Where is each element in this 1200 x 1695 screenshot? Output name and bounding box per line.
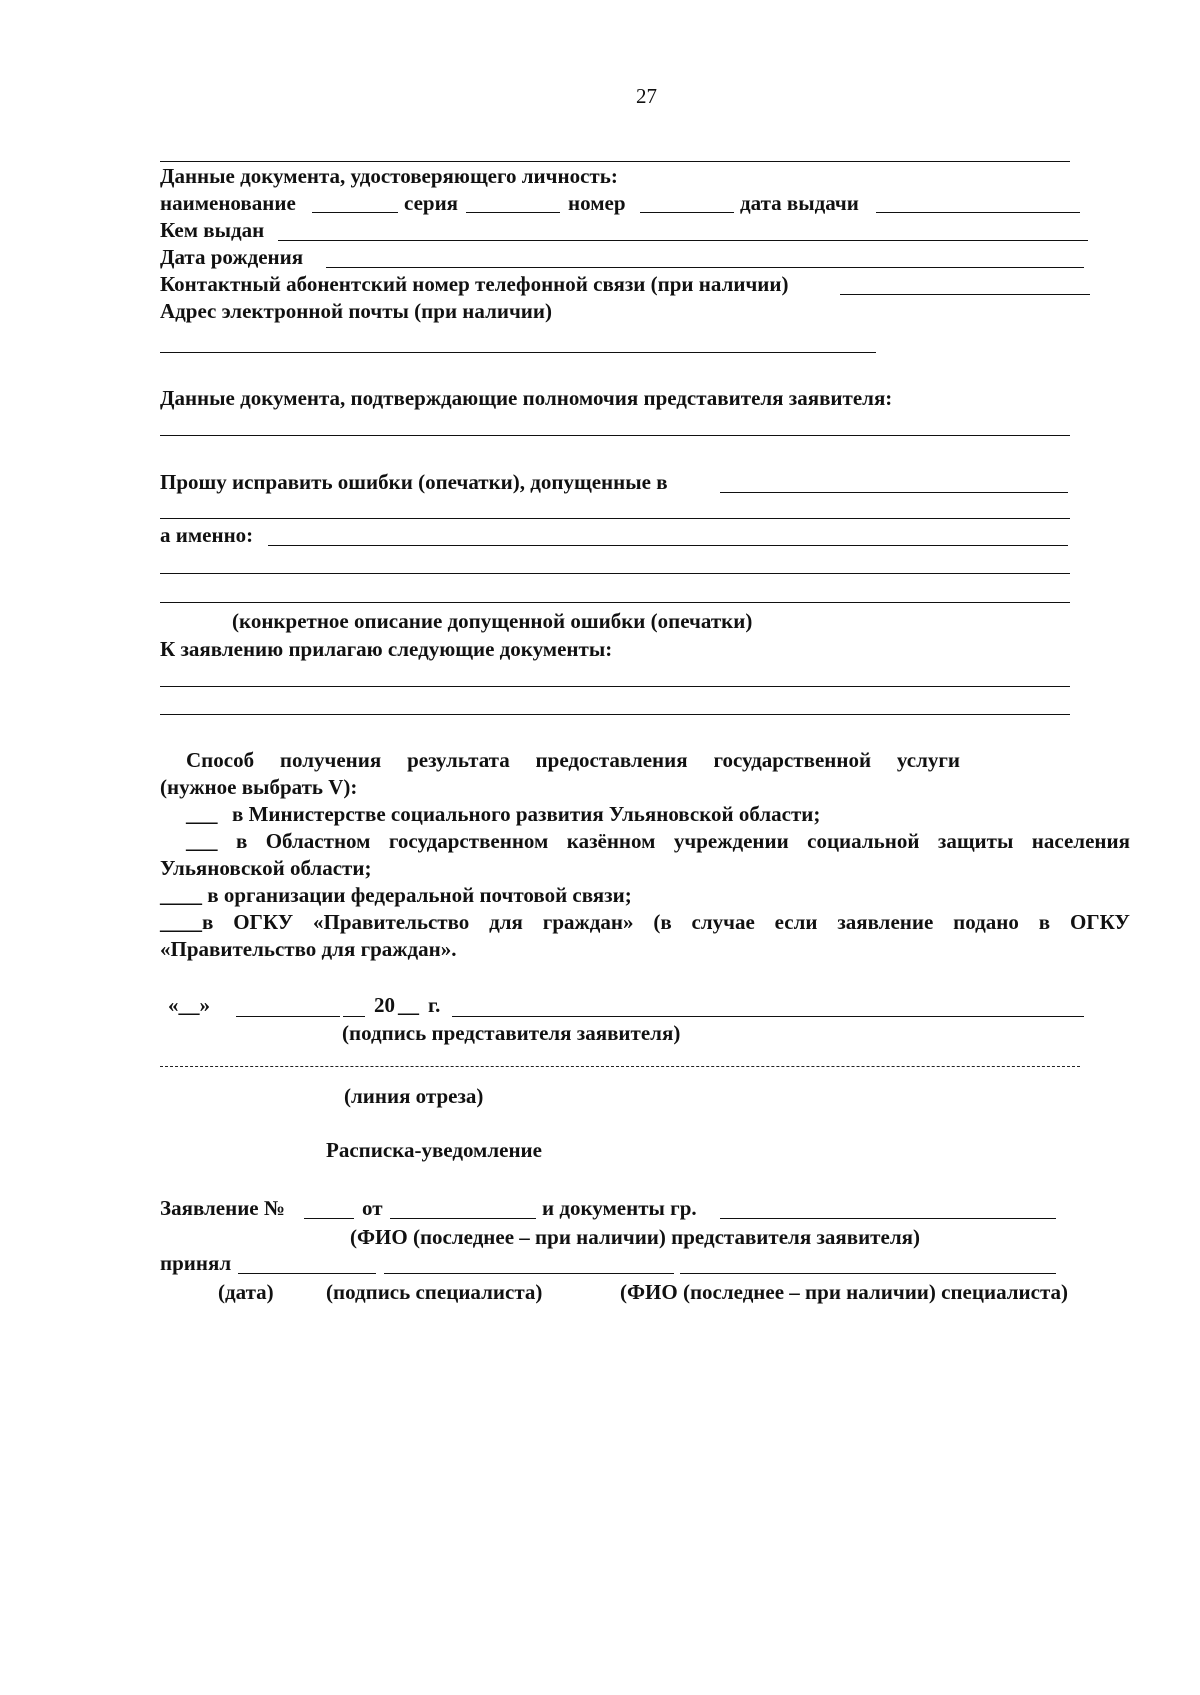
option-regional-checkbox[interactable]: ___ xyxy=(186,829,218,853)
representative-signature-caption: (подпись представителя заявителя) xyxy=(342,1021,681,1045)
option-ogku-checkbox[interactable]: ____в xyxy=(160,910,214,934)
accepted-label: принял xyxy=(160,1251,232,1275)
cut-line xyxy=(160,1066,1080,1067)
doc-number-label: номер xyxy=(568,191,626,215)
method-hint: (нужное выбрать V): xyxy=(160,775,358,799)
year-unit: г. xyxy=(428,993,441,1017)
method-heading: Способ получения результата предоставления государственной услуги xyxy=(186,748,960,772)
accepted-date-field[interactable] xyxy=(238,1273,376,1274)
identity-heading: Данные документа, удостоверяющего личность: xyxy=(160,164,618,188)
date-caption: (дата) xyxy=(218,1280,274,1304)
specialist-fio-field[interactable] xyxy=(680,1273,1056,1274)
top-rule xyxy=(160,161,1070,162)
namely-field[interactable] xyxy=(268,545,1068,546)
option-regional-cont: Ульяновской области; xyxy=(160,856,372,880)
doc-series-field[interactable] xyxy=(466,212,560,213)
attachments-label: К заявлению прилагаю следующие документы: xyxy=(160,637,613,661)
attachments-field[interactable] xyxy=(160,686,1070,687)
issued-by-label: Кем выдан xyxy=(160,218,265,242)
namely-field-3[interactable] xyxy=(160,602,1070,603)
email-field[interactable] xyxy=(160,352,876,353)
option-regional-institution: ___ в Областном государственном казённом учреждении социальной защиты населения xyxy=(186,829,1130,853)
representative-signature-field[interactable] xyxy=(452,1016,1084,1017)
option-ogku: ____в ОГКУ «Правительство для граждан» (в случае если заявление подано в ОГКУ xyxy=(160,910,1130,934)
year-prefix: 20 xyxy=(374,993,395,1017)
authority-field[interactable] xyxy=(160,435,1070,436)
authority-label: Данные документа, подтверждающие полномочия представителя заявителя: xyxy=(160,386,893,410)
correction-request-label: Прошу исправить ошибки (опечатки), допущенные в xyxy=(160,470,668,494)
phone-field[interactable] xyxy=(840,294,1090,295)
date-month-field-tail[interactable] xyxy=(343,1016,365,1017)
attachments-field-2[interactable] xyxy=(160,714,1070,715)
doc-name-field[interactable] xyxy=(312,212,398,213)
date-month-field[interactable] xyxy=(236,1016,340,1017)
option-ministry-label: в Министерстве социального развития Ульяновской области; xyxy=(232,802,821,826)
documents-label: и документы гр. xyxy=(542,1196,697,1220)
representative-fio-caption: (ФИО (последнее – при наличии) представителя заявителя) xyxy=(350,1225,920,1249)
doc-series-label: серия xyxy=(404,191,459,215)
specialist-signature-field[interactable] xyxy=(384,1273,674,1274)
namely-field-2[interactable] xyxy=(160,573,1070,574)
page-number: 27 xyxy=(636,84,657,108)
doc-number-field[interactable] xyxy=(640,212,734,213)
correction-doc-field-2[interactable] xyxy=(160,518,1070,519)
application-date-field[interactable] xyxy=(390,1218,536,1219)
error-description-caption: (конкретное описание допущенной ошибки (опечатки) xyxy=(232,609,753,633)
option-ministry-checkbox[interactable]: ___ xyxy=(186,802,218,826)
correction-doc-field[interactable] xyxy=(720,492,1068,493)
date-day-field[interactable]: «__» xyxy=(168,993,210,1017)
issue-date-label: дата выдачи xyxy=(740,191,859,215)
specialist-signature-caption: (подпись специалиста) xyxy=(326,1280,543,1304)
application-number-field[interactable] xyxy=(304,1218,354,1219)
issued-by-field[interactable] xyxy=(278,240,1088,241)
doc-name-label: наименование xyxy=(160,191,296,215)
namely-label: а именно: xyxy=(160,523,254,547)
issue-date-field[interactable] xyxy=(876,212,1080,213)
birth-date-label: Дата рождения xyxy=(160,245,304,269)
phone-label: Контактный абонентский номер телефонной связи (при наличии) xyxy=(160,272,789,296)
from-label: от xyxy=(362,1196,383,1220)
specialist-fio-caption: (ФИО (последнее – при наличии) специалиста) xyxy=(620,1280,1069,1304)
application-number-label: Заявление № xyxy=(160,1196,285,1220)
email-label: Адрес электронной почты (при наличии) xyxy=(160,299,552,323)
option-post-label[interactable]: ____ в организации федеральной почтовой связи; xyxy=(160,883,632,907)
cut-line-caption: (линия отреза) xyxy=(344,1084,484,1108)
option-ogku-cont: «Правительство для граждан». xyxy=(160,937,457,961)
year-suffix-field[interactable]: __ xyxy=(398,993,419,1017)
receipt-title: Расписка-уведомление xyxy=(326,1138,542,1162)
representative-fio-field[interactable] xyxy=(720,1218,1056,1219)
birth-date-field[interactable] xyxy=(326,267,1084,268)
